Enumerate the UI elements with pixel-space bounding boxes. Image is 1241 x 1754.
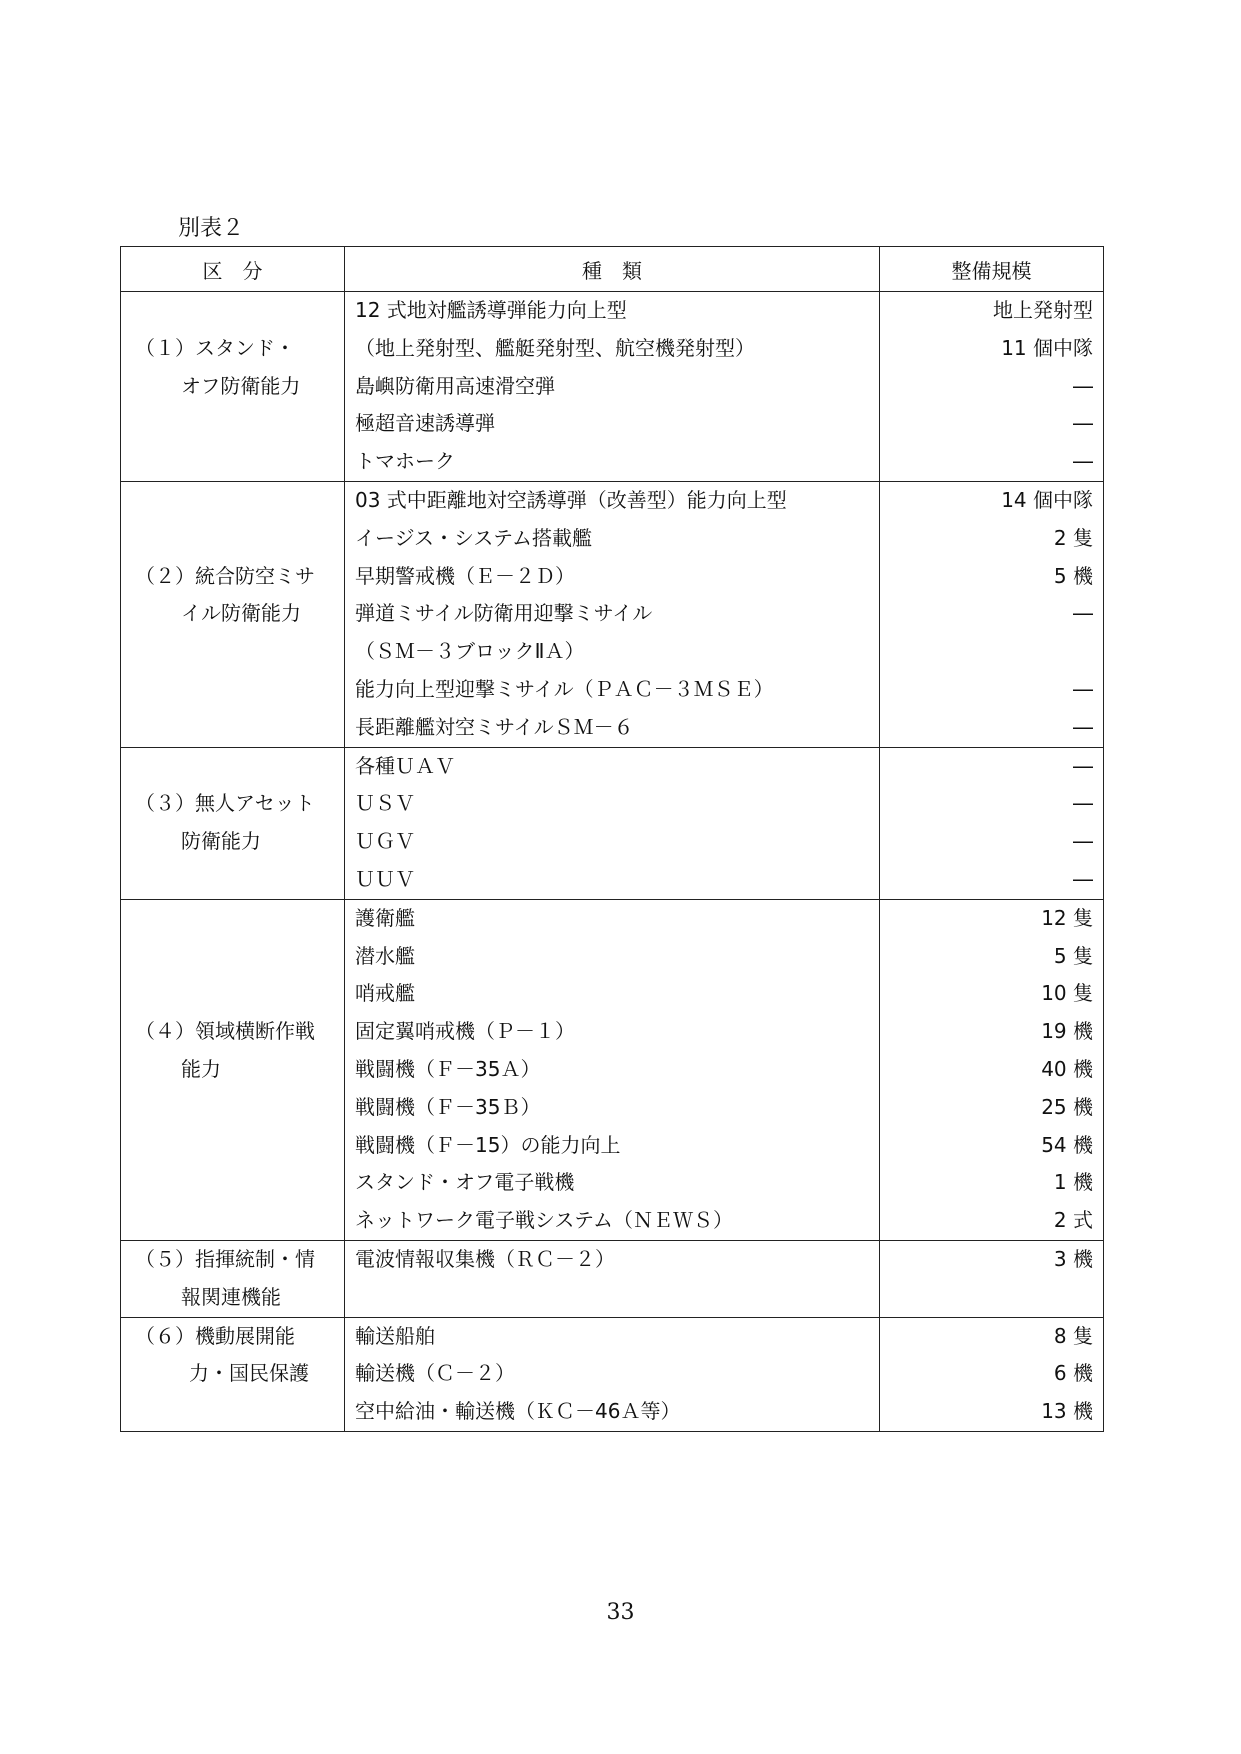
kind-item: トマホーク: [355, 449, 455, 474]
scale-item: ―: [1073, 411, 1093, 436]
kind-cell: [345, 1317, 880, 1431]
kind-item: 空中給油・輸送機（ＫＣ－46Ａ等）: [355, 1399, 681, 1424]
scale-item: ―: [1073, 714, 1093, 739]
scale-item: 3 機: [1053, 1246, 1093, 1271]
table-row: [121, 899, 1104, 1240]
scale-item: ―: [1073, 753, 1093, 778]
table-row: [121, 747, 1104, 899]
kind-item: イージス・システム搭載艦: [355, 525, 592, 550]
kind-item: 潜水艦: [355, 943, 415, 968]
scale-item: 地上発射型: [993, 298, 1093, 322]
category-line: （１）スタンド・: [135, 335, 295, 360]
category-line: オフ防衛能力: [181, 373, 301, 398]
category-line: 力・国民保護: [189, 1361, 309, 1386]
category-cell: [121, 899, 345, 1240]
kind-item: 護衛艦: [355, 905, 415, 930]
kind-item: ＵＧＶ: [355, 829, 415, 854]
scale-cell: [880, 292, 1104, 482]
table-row: [121, 292, 1104, 482]
kind-item: ＵＳＶ: [355, 791, 415, 816]
kind-item: 輸送機（Ｃ－２）: [355, 1361, 515, 1386]
scale-item: 11 個中隊: [1001, 335, 1093, 360]
equipment-table: [120, 246, 1104, 1432]
kind-item: スタンド・オフ電子戦機: [355, 1170, 575, 1195]
kind-item: 戦闘機（Ｆ－35Ｂ）: [355, 1094, 541, 1119]
category-cell: [121, 481, 345, 747]
scale-item: ―: [1073, 829, 1093, 854]
table-row: [121, 1317, 1104, 1431]
category-cell: [121, 292, 345, 482]
scale-item: ―: [1073, 601, 1093, 626]
category-line: （５）指揮統制・情: [135, 1246, 315, 1271]
scale-item: 13 機: [1041, 1399, 1093, 1424]
kind-item: 戦闘機（Ｆ－35Ａ）: [355, 1056, 541, 1081]
scale-item: 25 機: [1041, 1094, 1093, 1119]
header-row: [121, 247, 1104, 292]
scale-item: ―: [1073, 866, 1093, 891]
scale-item: 6 機: [1053, 1361, 1093, 1386]
category-line: （４）領域横断作戦: [135, 1019, 315, 1044]
scale-item: 19 機: [1041, 1019, 1093, 1044]
kind-item: （地上発射型、艦艇発射型、航空機発射型）: [355, 335, 755, 360]
kind-item: 輸送船舶: [355, 1323, 435, 1348]
category-cell: [121, 747, 345, 899]
scale-cell: [880, 481, 1104, 747]
kind-item: 03 式中距離地対空誘導弾（改善型）能力向上型: [355, 487, 787, 512]
scale-item: 5 隻: [1053, 943, 1093, 968]
kind-item: 島嶼防衛用高速滑空弾: [355, 373, 555, 398]
kind-item: 戦闘機（Ｆ－15）の能力向上: [355, 1132, 621, 1157]
kind-cell: [345, 481, 880, 747]
scale-item: 54 機: [1041, 1132, 1093, 1157]
scale-item: ―: [1073, 791, 1093, 816]
kind-item: 哨戒艦: [355, 981, 415, 1006]
kind-item: 長距離艦対空ミサイルＳＭ－６: [355, 714, 634, 739]
scale-item: [880, 633, 1103, 671]
scale-item: 40 機: [1041, 1056, 1093, 1081]
kind-item: （ＳＭ－３ブロックⅡＡ）: [355, 639, 585, 664]
table-row: [121, 1240, 1104, 1317]
scale-item: 10 隻: [1041, 981, 1093, 1006]
category-line: （３）無人アセット: [135, 791, 315, 816]
category-cell: [121, 1240, 345, 1317]
category-line: 能力: [181, 1056, 221, 1081]
page-number: 33: [606, 1600, 635, 1625]
scale-cell: [880, 899, 1104, 1240]
header-category: 区 分: [121, 247, 345, 292]
header-kind: 種 類: [345, 247, 880, 292]
scale-cell: [880, 747, 1104, 899]
category-line: 防衛能力: [181, 829, 261, 854]
header-scale: 整備規模: [880, 247, 1104, 292]
scale-cell: [880, 1317, 1104, 1431]
kind-item: 極超音速誘導弾: [355, 411, 495, 436]
scale-item: 2 隻: [1053, 525, 1093, 550]
category-line: （２）統合防空ミサ: [135, 563, 315, 588]
kind-item: 弾道ミサイル防衛用迎撃ミサイル: [355, 601, 653, 626]
kind-item: ＵＵＶ: [355, 866, 415, 891]
kind-item: 固定翼哨戒機（Ｐ－１）: [355, 1019, 575, 1044]
kind-cell: [345, 747, 880, 899]
category-line: （６）機動展開能: [135, 1323, 295, 1348]
scale-item: 8 隻: [1053, 1323, 1093, 1348]
category-line: 報関連機能: [181, 1284, 281, 1309]
scale-cell: [880, 1240, 1104, 1317]
scale-item: 2 式: [1053, 1208, 1093, 1233]
scale-item: ―: [1073, 449, 1093, 474]
kind-item: 早期警戒機（Ｅ－２Ｄ）: [355, 563, 575, 588]
scale-item: 1 機: [1053, 1170, 1093, 1195]
table-caption: 別表２: [178, 216, 245, 241]
kind-item: 能力向上型迎撃ミサイル（ＰＡＣ－３ＭＳＥ）: [355, 676, 774, 701]
scale-item: 14 個中隊: [1001, 487, 1093, 512]
scale-item: 12 隻: [1041, 905, 1093, 930]
kind-item: 12 式地対艦誘導弾能力向上型: [355, 298, 627, 322]
category-line: イル防衛能力: [181, 601, 301, 626]
kind-cell: [345, 292, 880, 482]
kind-cell: [345, 899, 880, 1240]
kind-cell: [345, 1240, 880, 1317]
scale-item: ―: [1073, 373, 1093, 398]
kind-item: 電波情報収集機（ＲＣ－２）: [355, 1246, 615, 1271]
kind-item: ネットワーク電子戦システム（ＮＥＷＳ）: [355, 1208, 733, 1233]
scale-item: 5 機: [1053, 563, 1093, 588]
scale-item: ―: [1073, 676, 1093, 701]
category-cell: [121, 1317, 345, 1431]
table-row: [121, 481, 1104, 747]
kind-item: 各種ＵＡＶ: [355, 753, 455, 778]
